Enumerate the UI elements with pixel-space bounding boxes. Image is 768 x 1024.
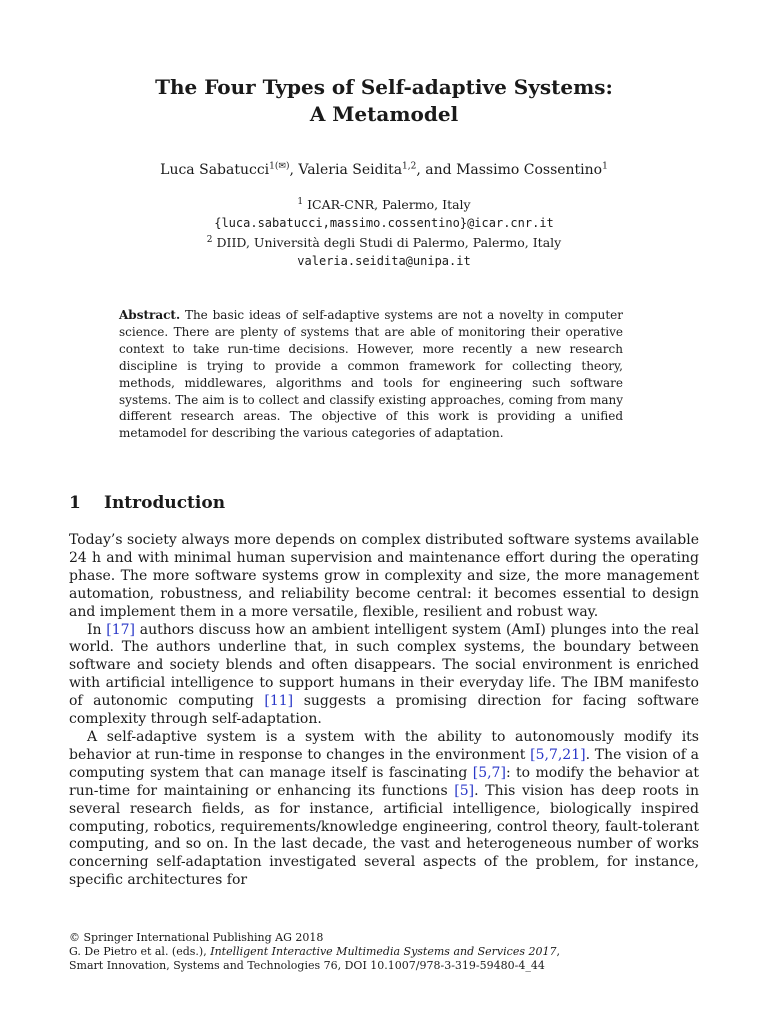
affiliation-1-number: 1 bbox=[297, 196, 304, 207]
title-line-1: The Four Types of Self-adaptive Systems: bbox=[155, 75, 613, 99]
citation-link[interactable]: [11] bbox=[264, 693, 294, 710]
author-conjunction: and bbox=[425, 162, 452, 178]
affiliation-1 bbox=[0, 195, 768, 214]
author-1: Luca Sabatucci bbox=[160, 162, 270, 178]
page-footer bbox=[69, 931, 699, 973]
envelope-icon: (✉) bbox=[274, 161, 290, 172]
affiliation-2-number: 2 bbox=[206, 234, 213, 245]
section-number: 1 bbox=[69, 493, 81, 513]
affiliation-2 bbox=[0, 233, 768, 252]
footer-editors: G. De Pietro et al. (eds.), Intelligent Interactive Multimedia Systems and Services 2017, bbox=[69, 945, 560, 958]
title-line-2: A Metamodel bbox=[309, 102, 459, 126]
paper-title bbox=[0, 74, 768, 128]
affiliation-2-email: valeria.seidita@unipa.it bbox=[297, 254, 471, 268]
footer-copyright: © Springer International Publishing AG 2018 bbox=[69, 931, 324, 944]
affiliations bbox=[0, 195, 768, 271]
abstract bbox=[119, 307, 623, 442]
author-3: Massimo Cossentino bbox=[456, 162, 603, 178]
citation-link[interactable]: [5,7] bbox=[472, 764, 506, 781]
footer-series: Smart Innovation, Systems and Technologies 76, DOI 10.1007/978-3-319-59480-4_44 bbox=[69, 959, 545, 972]
citation-link[interactable]: [17] bbox=[106, 621, 136, 638]
paragraph-2: In [17] authors discuss how an ambient intelligent system (AmI) plunges into the real world. The authors underline that, in such complex systems, the boundary between software and society blends and often disappears. The social environment is enriched with artificial intelligence to support humans in their everyday life. The IBM manifesto of autonomic computing [11] suggests a promising direction for facing software complexity through self-adaptation. bbox=[69, 621, 699, 728]
abstract-text: The basic ideas of self-adaptive systems are not a novelty in computer science. There are plenty of systems that are able of monitoring their operative context to take run-time decisions. However, more recently a new research discipline is trying to provide a common framework for collecting theory, methods, middlewares, algorithms and tools for engineering such software systems. The aim is to collect and classify existing approaches, coming from many different research areas. The objective of this work is providing a unified metamodel for describing the various categories of adaptation. bbox=[119, 308, 623, 441]
footer-book-title: Intelligent Interactive Multimedia Systems and Services 2017 bbox=[210, 945, 557, 958]
citation-link[interactable]: [5] bbox=[454, 782, 475, 799]
section-body bbox=[69, 532, 699, 890]
author-3-affil: 1 bbox=[602, 161, 608, 172]
author-1-affil: 1(✉) bbox=[269, 161, 290, 172]
abstract-label: Abstract. bbox=[119, 308, 181, 322]
author-2: Valeria Seidita bbox=[298, 162, 403, 178]
affiliation-2-text: DIID, Università degli Studi di Palermo, Palermo, Italy bbox=[216, 235, 562, 250]
author-2-affil: 1,2 bbox=[402, 161, 417, 172]
citation-link[interactable]: [5,7,21] bbox=[530, 746, 586, 763]
author-list: Luca Sabatucci$^{1(✉)}$, Valeria Seidita$^{1,2}$, and Massimo Cossentino$^1$ bbox=[160, 161, 608, 178]
section-heading bbox=[69, 491, 699, 515]
section-title: Introduction bbox=[104, 493, 226, 513]
paragraph-3: A self-adaptive system is a system with the ability to autonomously modify its behavior at run-time in response to changes in the environment [5,7,21]. The vision of a computing system that can manage itself is fascinating [5,7]: to modify the behavior at run-time for maintaining or enhancing its functions [5]. This vision has deep roots in several research fields, as for instance, artificial intelligence, biologically inspired computing, robotics, requirements/knowledge engineering, control theory, fault-tolerant computing, and so on. In the last decade, the vast and heterogeneous number of works concerning self-adaptation investigated several aspects of the problem, for instance, specific architectures for bbox=[69, 728, 700, 889]
paragraph-1: Today’s society always more depends on complex distributed software systems available 24 h and with minimal human supervision and maintenance effort during the operating phase. The more software systems grow in complexity and size, the more management automation, robustness, and reliability become central: it becomes essential to design and implement them in a more versatile, flexible, resilient and robust way. bbox=[69, 532, 699, 620]
affiliation-1-text: ICAR-CNR, Palermo, Italy bbox=[307, 197, 471, 212]
affiliation-1-email: {luca.sabatucci,massimo.cossentino}@icar.cnr.it bbox=[214, 216, 554, 230]
